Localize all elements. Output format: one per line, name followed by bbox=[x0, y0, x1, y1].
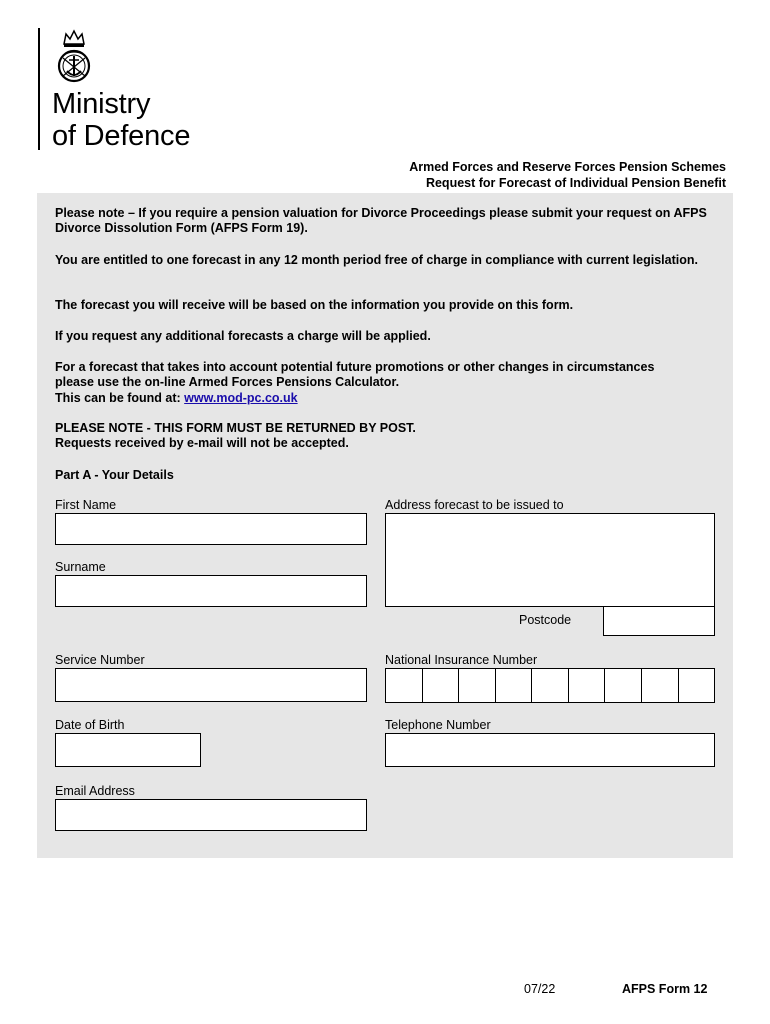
part-a-title: Part A - Your Details bbox=[55, 468, 174, 482]
ni-cell[interactable] bbox=[642, 669, 679, 702]
dob-label: Date of Birth bbox=[55, 718, 125, 732]
address-field[interactable] bbox=[385, 513, 715, 607]
ni-cell[interactable] bbox=[569, 669, 606, 702]
surname-label: Surname bbox=[55, 560, 106, 574]
ni-cell[interactable] bbox=[496, 669, 533, 702]
telephone-label: Telephone Number bbox=[385, 718, 491, 732]
ni-cell[interactable] bbox=[423, 669, 460, 702]
ni-number-field[interactable] bbox=[385, 668, 715, 703]
note-post: PLEASE NOTE - THIS FORM MUST BE RETURNED BY POST. bbox=[55, 421, 416, 435]
postcode-field[interactable] bbox=[603, 606, 715, 636]
telephone-field[interactable] bbox=[385, 733, 715, 767]
note-email: Requests received by e-mail will not be accepted. bbox=[55, 436, 349, 450]
calculator-link[interactable]: www.mod-pc.co.uk bbox=[184, 391, 298, 405]
first-name-field[interactable] bbox=[55, 513, 367, 545]
ni-cell[interactable] bbox=[532, 669, 569, 702]
note-entitled: You are entitled to one forecast in any 12 month period free of charge in compliance with current legislation. bbox=[55, 253, 698, 267]
logo-line-2: of Defence bbox=[52, 120, 191, 152]
found-at-text: This can be found at: bbox=[55, 391, 185, 405]
note-based: The forecast you will receive will be based on the information you provide on this form. bbox=[55, 298, 574, 312]
dob-field[interactable] bbox=[55, 733, 201, 767]
note-charge: If you request any additional forecasts a charge will be applied. bbox=[55, 329, 431, 343]
logo-line-1: Ministry bbox=[52, 88, 151, 120]
postcode-label: Postcode bbox=[519, 613, 572, 627]
email-label: Email Address bbox=[55, 784, 135, 798]
service-number-label: Service Number bbox=[55, 653, 145, 667]
form-title: Request for Forecast of Individual Pension Benefit bbox=[425, 176, 726, 190]
note-promotions: For a forecast that takes into account potential future promotions or other changes in circumstances please use the on-line Armed Forces Pensions Calculator. bbox=[55, 360, 655, 389]
service-number-field[interactable] bbox=[55, 668, 367, 702]
note-divorce: Please note – If you require a pension valuation for Divorce Proceedings please submit your request on AFPS Divorce Dissolution Form (AFPS Form 19). bbox=[55, 206, 707, 235]
form-version: 07/22 bbox=[524, 982, 556, 996]
ministry-logo-text bbox=[52, 88, 190, 152]
form-number: AFPS Form 12 bbox=[622, 982, 708, 996]
note-found-at bbox=[55, 391, 725, 406]
ni-cell[interactable] bbox=[679, 669, 715, 702]
ni-cell[interactable] bbox=[605, 669, 642, 702]
address-label: Address forecast to be issued to bbox=[385, 498, 564, 512]
ni-number-label: National Insurance Number bbox=[385, 653, 538, 667]
royal-crest-icon bbox=[50, 26, 98, 90]
first-name-label: First Name bbox=[55, 498, 117, 512]
email-field[interactable] bbox=[55, 799, 367, 831]
surname-field[interactable] bbox=[55, 575, 367, 607]
ni-cell[interactable] bbox=[459, 669, 496, 702]
logo-divider bbox=[38, 28, 40, 150]
scheme-title: Armed Forces and Reserve Forces Pension Schemes bbox=[409, 160, 726, 174]
ni-cell[interactable] bbox=[386, 669, 423, 702]
